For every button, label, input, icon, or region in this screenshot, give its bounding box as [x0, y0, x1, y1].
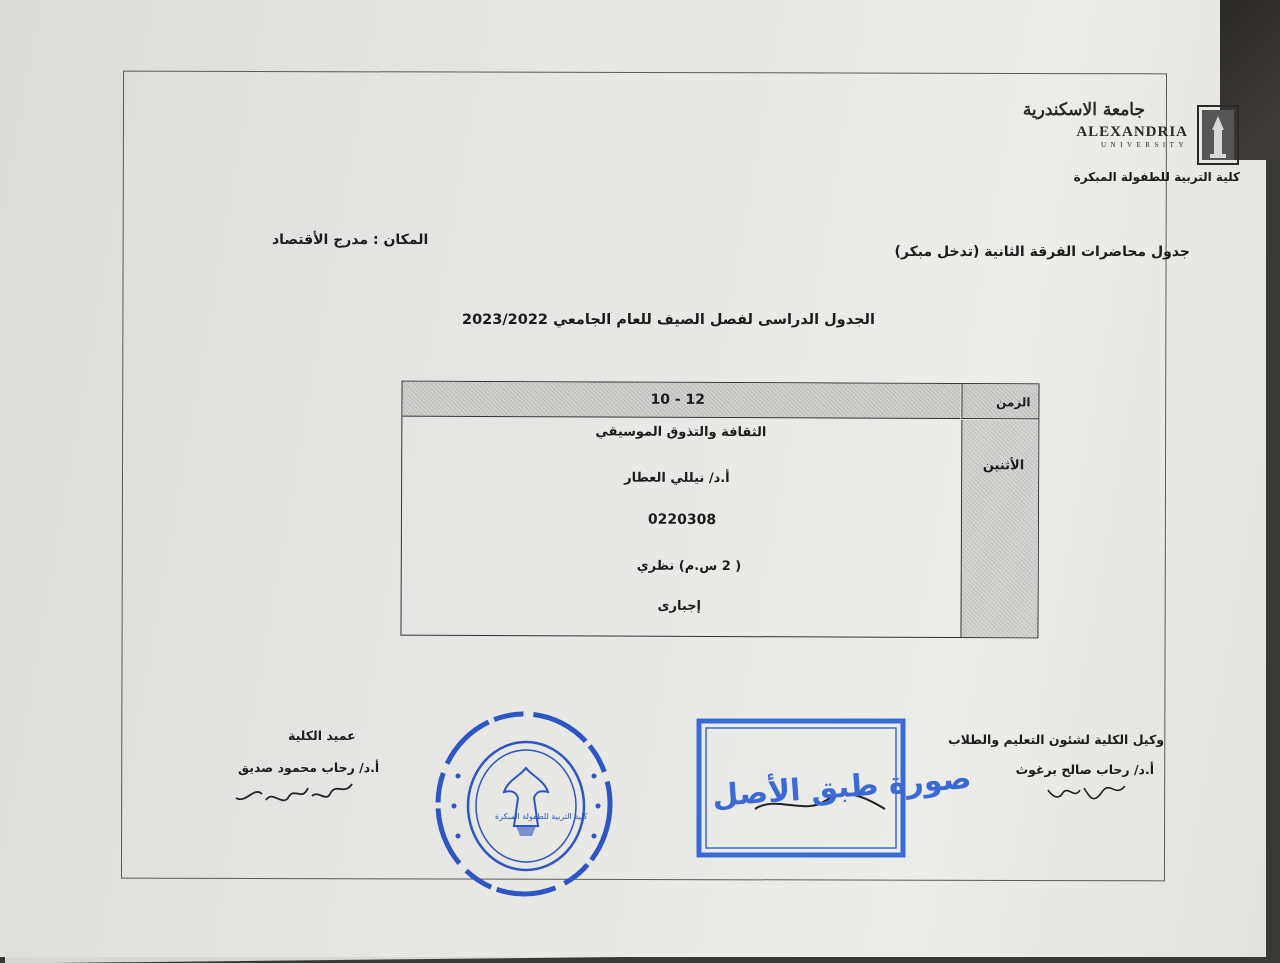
dean-title: عميد الكلية: [288, 728, 356, 743]
university-name-arabic: جامعة الاسكندرية: [1022, 100, 1145, 120]
course-instructor: أ.د/ نيللي العطار: [624, 470, 730, 487]
vice-dean-title: وكيل الكلية لشئون التعليم والطلاب: [948, 732, 1164, 747]
official-seal-stamp: [428, 706, 618, 906]
vice-dean-signature: [1040, 776, 1130, 806]
university-name-english: ALEXANDRIA: [1076, 124, 1188, 140]
copy-stamp-text: صورة طبق الأصل: [711, 760, 973, 815]
university-logo-icon: [1196, 104, 1240, 166]
faculty-name: كلية التربية للطفولة المبكرة: [1073, 170, 1240, 184]
document-title: الجدول الدراسى لفصل الصيف للعام الجامعي 2023/2022: [462, 312, 875, 328]
time-slot-cell: [402, 382, 960, 419]
course-type: إجبارى: [657, 598, 702, 614]
time-slot: 10 - 12: [650, 391, 706, 408]
course-name: الثقافة والتذوق الموسيقي: [595, 424, 767, 441]
schedule-group-heading: جدول محاضرات الفرقة الثانية (تدخل مبكر): [894, 244, 1190, 260]
course-code: 0220308: [647, 511, 717, 528]
seal-text: كلية التربية للطفولة المبكرة: [495, 812, 588, 821]
day-label: الأثنين: [982, 458, 1025, 474]
time-label: الزمن: [996, 395, 1031, 410]
dean-name: أ.د/ رحاب محمود صديق: [238, 760, 380, 775]
location-heading: المكان : مدرج الأقتصاد: [272, 232, 429, 248]
university-label-english: UNIVERSITY: [1101, 141, 1188, 149]
vice-dean-name: أ.د/ رحاب صالح برغوث: [1015, 762, 1154, 777]
dean-signature: [232, 776, 362, 812]
schedule-table: [400, 381, 1039, 639]
day-cell: [960, 420, 1038, 637]
time-label-cell: [961, 384, 1038, 419]
course-hours: ( 2 س.م) نظري: [636, 558, 742, 575]
